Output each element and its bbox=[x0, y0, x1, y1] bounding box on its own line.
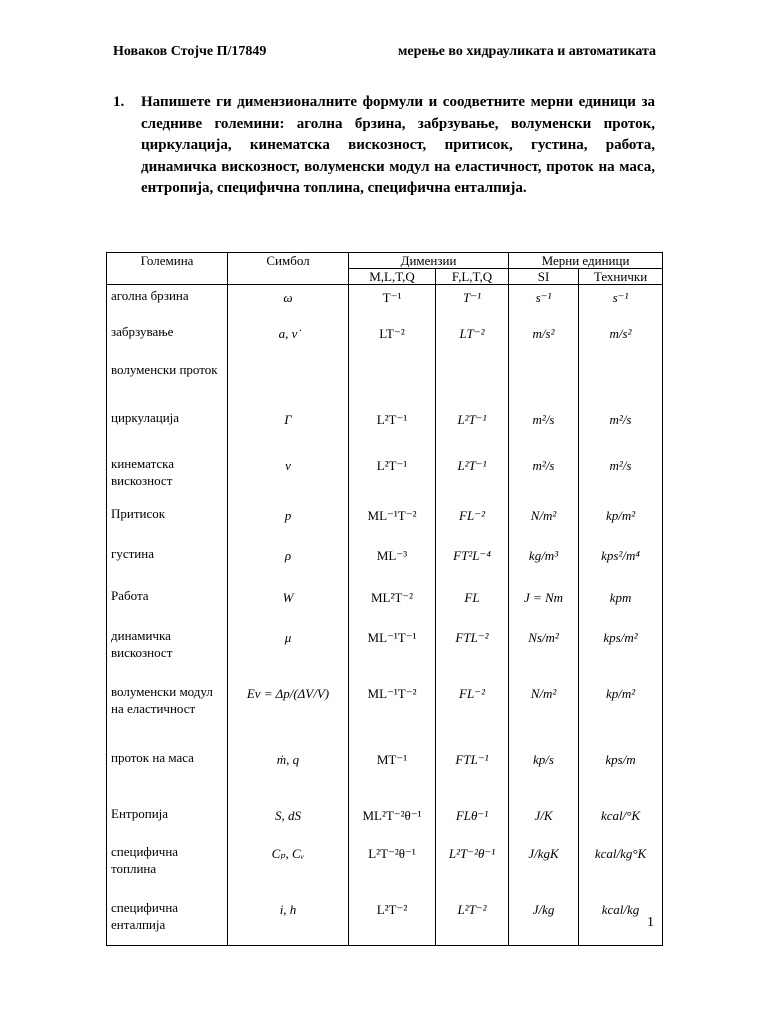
symbol-cell: S, dS bbox=[228, 803, 349, 841]
question-number: 1. bbox=[113, 94, 125, 110]
question-block bbox=[113, 92, 655, 200]
table-row bbox=[107, 407, 663, 453]
table-row bbox=[107, 681, 663, 747]
header-dimensions: Димензии bbox=[349, 253, 509, 269]
symbol-cell: ρ bbox=[228, 543, 349, 585]
fltq-cell: L²T⁻² bbox=[436, 897, 509, 946]
symbol-cell: p bbox=[228, 503, 349, 543]
si-unit-cell: s⁻¹ bbox=[509, 285, 579, 322]
symbol-cell: μ bbox=[228, 625, 349, 681]
quantity-cell: густина bbox=[107, 543, 228, 585]
fltq-cell: L²T⁻¹ bbox=[436, 407, 509, 453]
table-row bbox=[107, 321, 663, 359]
fltq-cell: FTL⁻² bbox=[436, 625, 509, 681]
si-unit-cell: J = Nm bbox=[509, 585, 579, 625]
si-unit-cell: N/m² bbox=[509, 503, 579, 543]
symbol-cell bbox=[228, 359, 349, 407]
technical-unit-cell: kps/m bbox=[579, 747, 663, 803]
table-row bbox=[107, 503, 663, 543]
quantities-table bbox=[106, 252, 663, 946]
table-row bbox=[107, 453, 663, 503]
quantity-cell: динамичка вискозност bbox=[107, 625, 228, 681]
symbol-cell: ṁ, q bbox=[228, 747, 349, 803]
si-unit-cell: m²/s bbox=[509, 407, 579, 453]
mltq-cell: ML²T⁻² bbox=[349, 585, 436, 625]
table-row bbox=[107, 841, 663, 897]
header-symbol: Симбол bbox=[228, 253, 349, 285]
mltq-cell: MT⁻¹ bbox=[349, 747, 436, 803]
technical-unit-cell bbox=[579, 359, 663, 407]
si-unit-cell: J/K bbox=[509, 803, 579, 841]
fltq-cell: FLθ⁻¹ bbox=[436, 803, 509, 841]
mltq-cell: L²T⁻² bbox=[349, 897, 436, 946]
mltq-cell bbox=[349, 359, 436, 407]
header-units: Мерни единици bbox=[509, 253, 663, 269]
page-number: 1 bbox=[647, 915, 654, 930]
technical-unit-cell: m²/s bbox=[579, 407, 663, 453]
symbol-cell: W bbox=[228, 585, 349, 625]
quantity-cell: волуменски модул на еластичност bbox=[107, 681, 228, 747]
quantity-cell: Работа bbox=[107, 585, 228, 625]
fltq-cell: T⁻¹ bbox=[436, 285, 509, 322]
header-course: мерење во хидрауликата и автоматиката bbox=[397, 44, 656, 59]
mltq-cell: L²T⁻¹ bbox=[349, 407, 436, 453]
mltq-cell: ML⁻¹T⁻² bbox=[349, 503, 436, 543]
si-unit-cell: J/kg bbox=[509, 897, 579, 946]
table-row bbox=[107, 359, 663, 407]
quantity-cell: волуменски проток bbox=[107, 359, 228, 407]
symbol-cell: Eν = Δp/(ΔV/V) bbox=[228, 681, 349, 747]
question-text: Напишете ги димензионалните формули и соодветните мерни единици за следниве големини: аголна брзина, забрзување, волуменски проток, циркулација, кинематска вискозност, притисок, густина, работа, динамичка вискозност, волуменски модул на еластичност, проток на маса, ентропија, специфична топлина, специфична енталпија. bbox=[141, 94, 655, 196]
technical-unit-cell: kp/m² bbox=[579, 503, 663, 543]
table-row bbox=[107, 747, 663, 803]
symbol-cell: ν bbox=[228, 453, 349, 503]
quantity-cell: специфична енталпија bbox=[107, 897, 228, 946]
symbol-cell: Γ bbox=[228, 407, 349, 453]
mltq-cell: ML⁻¹T⁻² bbox=[349, 681, 436, 747]
quantity-cell: забрзување bbox=[107, 321, 228, 359]
quantity-cell: Притисок bbox=[107, 503, 228, 543]
quantity-cell: проток на маса bbox=[107, 747, 228, 803]
header-mltq: M,L,T,Q bbox=[349, 269, 436, 285]
quantity-cell: кинематска вискозност bbox=[107, 453, 228, 503]
fltq-cell: FL⁻² bbox=[436, 503, 509, 543]
technical-unit-cell: m/s² bbox=[579, 321, 663, 359]
header-author: Новаков Стојче П/17849 bbox=[113, 44, 267, 59]
table-row bbox=[107, 803, 663, 841]
si-unit-cell: m²/s bbox=[509, 453, 579, 503]
fltq-cell: FT²L⁻⁴ bbox=[436, 543, 509, 585]
si-unit-cell: m/s² bbox=[509, 321, 579, 359]
fltq-cell bbox=[436, 359, 509, 407]
si-unit-cell: N/m² bbox=[509, 681, 579, 747]
technical-unit-cell: kcal/kg°K bbox=[579, 841, 663, 897]
mltq-cell: ML²T⁻²θ⁻¹ bbox=[349, 803, 436, 841]
quantity-cell: аголна брзина bbox=[107, 285, 228, 322]
technical-unit-cell: kcal/°K bbox=[579, 803, 663, 841]
header-si: SI bbox=[509, 269, 579, 285]
mltq-cell: LT⁻² bbox=[349, 321, 436, 359]
table-row bbox=[107, 543, 663, 585]
fltq-cell: L²T⁻¹ bbox=[436, 453, 509, 503]
table-row bbox=[107, 625, 663, 681]
symbol-cell: Cₚ, Cᵥ bbox=[228, 841, 349, 897]
mltq-cell: ML⁻³ bbox=[349, 543, 436, 585]
technical-unit-cell: kcal/kg bbox=[579, 897, 663, 946]
si-unit-cell: J/kgK bbox=[509, 841, 579, 897]
fltq-cell: LT⁻² bbox=[436, 321, 509, 359]
technical-unit-cell: kps/m² bbox=[579, 625, 663, 681]
table-row bbox=[107, 897, 663, 946]
symbol-cell: i, h bbox=[228, 897, 349, 946]
table-row bbox=[107, 585, 663, 625]
si-unit-cell: kg/m³ bbox=[509, 543, 579, 585]
quantity-cell: специфична топлина bbox=[107, 841, 228, 897]
technical-unit-cell: m²/s bbox=[579, 453, 663, 503]
si-unit-cell bbox=[509, 359, 579, 407]
fltq-cell: FL bbox=[436, 585, 509, 625]
header-technical: Технички bbox=[579, 269, 663, 285]
symbol-cell: ω bbox=[228, 285, 349, 322]
header-quantity: Големина bbox=[107, 253, 228, 285]
technical-unit-cell: kpm bbox=[579, 585, 663, 625]
header-fltq: F,L,T,Q bbox=[436, 269, 509, 285]
mltq-cell: T⁻¹ bbox=[349, 285, 436, 322]
si-unit-cell: kp/s bbox=[509, 747, 579, 803]
mltq-cell: L²T⁻²θ⁻¹ bbox=[349, 841, 436, 897]
quantity-cell: циркулација bbox=[107, 407, 228, 453]
technical-unit-cell: kps²/m⁴ bbox=[579, 543, 663, 585]
fltq-cell: FL⁻² bbox=[436, 681, 509, 747]
table-row bbox=[107, 285, 663, 322]
mltq-cell: ML⁻¹T⁻¹ bbox=[349, 625, 436, 681]
si-unit-cell: Ns/m² bbox=[509, 625, 579, 681]
technical-unit-cell: s⁻¹ bbox=[579, 285, 663, 322]
technical-unit-cell: kp/m² bbox=[579, 681, 663, 747]
quantity-cell: Ентропија bbox=[107, 803, 228, 841]
symbol-cell: a, ν̇ bbox=[228, 321, 349, 359]
mltq-cell: L²T⁻¹ bbox=[349, 453, 436, 503]
fltq-cell: L²T⁻²θ⁻¹ bbox=[436, 841, 509, 897]
fltq-cell: FTL⁻¹ bbox=[436, 747, 509, 803]
